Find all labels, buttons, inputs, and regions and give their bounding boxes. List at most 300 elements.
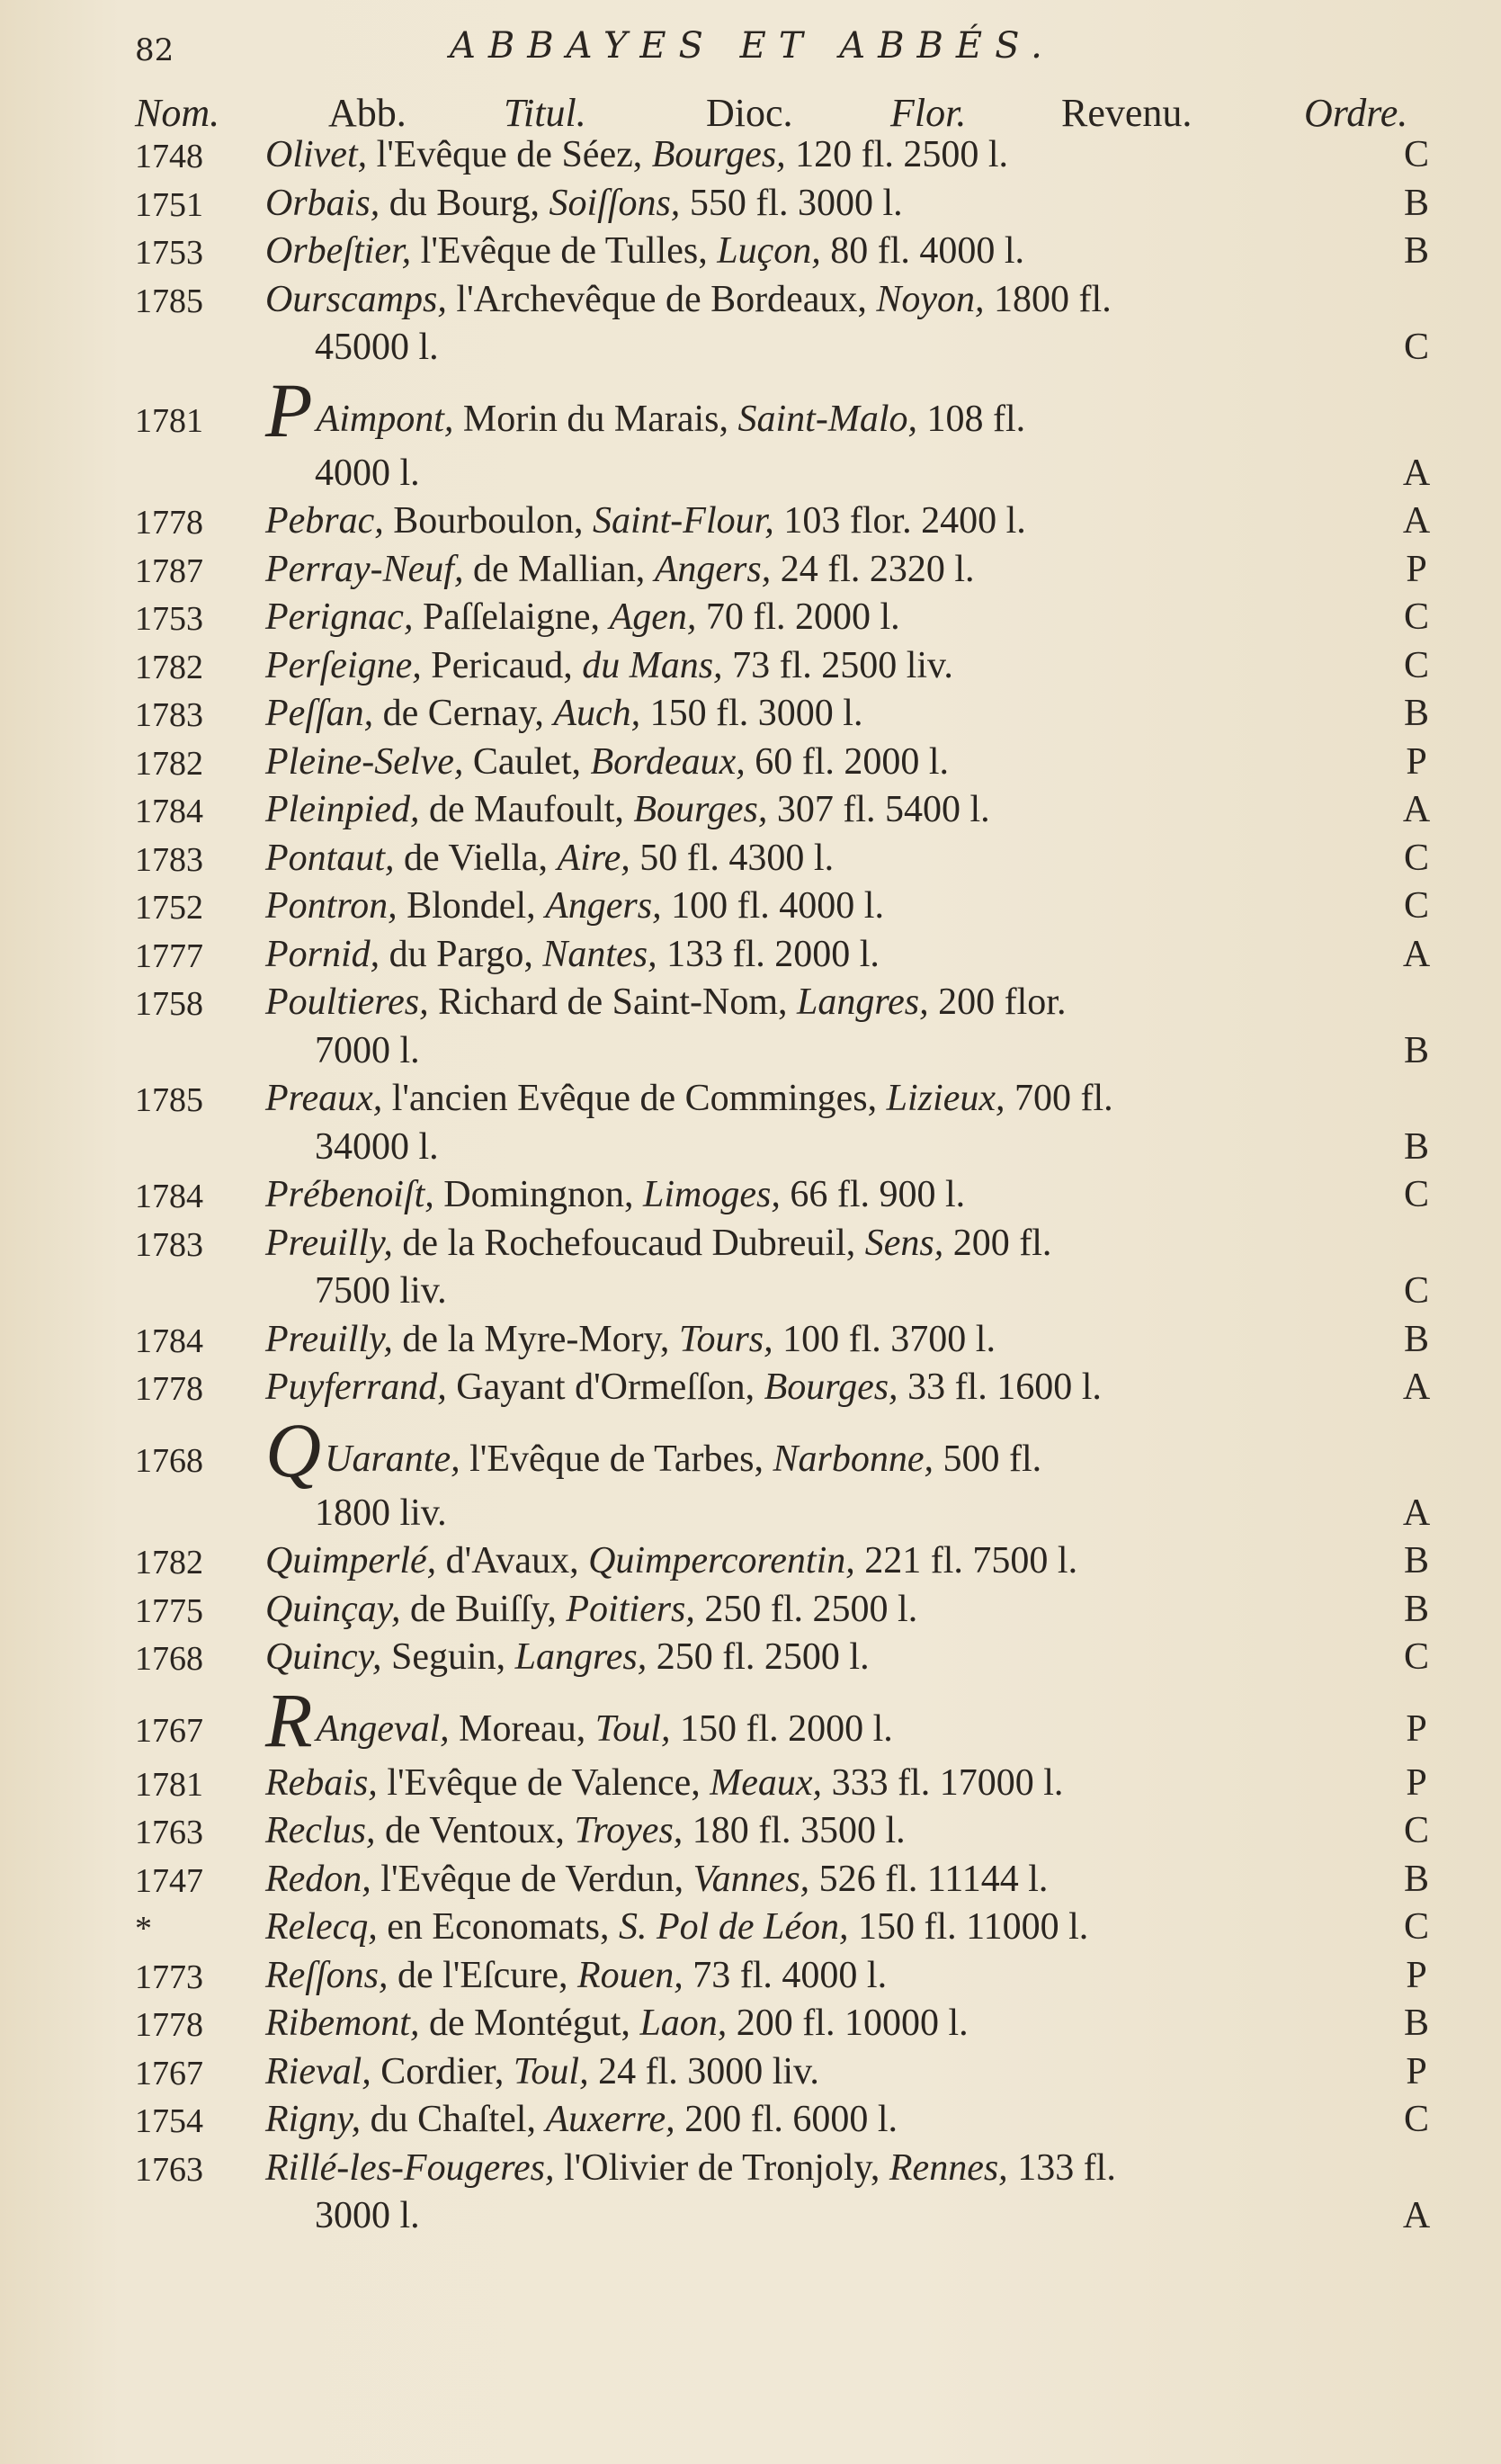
table-row (135, 182, 1484, 230)
entry-revenue: 150 fl. 2000 l. (670, 1707, 893, 1750)
entry-text (265, 1588, 917, 1631)
table-row (135, 2194, 1484, 2243)
entry-diocese: Bourges, (764, 1366, 898, 1408)
entry-text (315, 1269, 447, 1313)
col-titul: Titul. (504, 91, 586, 135)
entry-abbot: 34000 l. (315, 1125, 439, 1168)
table-row (135, 1588, 1484, 1636)
entry-order: B (1403, 182, 1429, 224)
entry-text (265, 788, 990, 831)
table-row (135, 1269, 1484, 1318)
entry-text (265, 278, 1112, 321)
table-row (135, 548, 1484, 596)
entry-text (265, 1539, 1077, 1582)
entry-order: B (1403, 693, 1429, 734)
entry-order: P (1406, 1707, 1427, 1750)
entry-abbot: 3000 l. (315, 2195, 420, 2236)
entry-abbot: de la Rochefoucaud Dubreuil, (392, 1222, 865, 1264)
entry-abbot: Blondel, (397, 885, 546, 927)
entry-revenue: 108 fl. (917, 398, 1026, 440)
col-nom: Nom. (135, 91, 220, 135)
abbey-name: Relecq, (265, 1906, 378, 1948)
entry-revenue: 500 fl. (934, 1438, 1042, 1480)
entry-order: B (1403, 1540, 1429, 1581)
entry-order: C (1403, 1636, 1429, 1678)
entry-year: 1787 (135, 551, 203, 590)
entry-order: P (1406, 1954, 1427, 1996)
entry-order: C (1403, 1906, 1429, 1948)
entry-abbot: du Pargo, (380, 933, 543, 975)
entry-diocese: Poitiers, (566, 1588, 695, 1630)
entry-text (265, 366, 1026, 453)
abbey-name: Rebais, (265, 1761, 378, 1804)
abbey-name: Perray-Neuf, (265, 548, 464, 590)
section-initial: P (265, 366, 313, 453)
table-row (135, 1492, 1484, 1540)
entry-abbot: l'Archevêque de Bordeaux, (446, 278, 877, 320)
entry-text (265, 1406, 1042, 1493)
entry-abbot: l'ancien Evêque de Comminges, (382, 1078, 887, 1119)
entry-order: C (1403, 837, 1429, 879)
table-row (135, 366, 1484, 453)
entry-text (265, 1173, 965, 1216)
abbey-name: Poultieres, (265, 981, 429, 1023)
entry-revenue: 250 fl. 2500 l. (694, 1588, 918, 1630)
entry-text (265, 1905, 1088, 1949)
entry-revenue: 66 fl. 900 l. (780, 1174, 966, 1215)
entry-year: 1784 (135, 1322, 203, 1360)
entry-revenue: 550 fl. 3000 l. (680, 182, 903, 224)
entry-year: 1773 (135, 1958, 203, 1996)
entry-diocese: Langres, (797, 981, 929, 1023)
table-row (135, 837, 1484, 885)
entry-revenue: 24 fl. 2320 l. (771, 548, 975, 590)
abbey-name: Perſeigne, (265, 644, 422, 686)
table-row (135, 1635, 1484, 1684)
entry-order: C (1403, 885, 1429, 927)
entry-abbot: de Mallian, (463, 548, 655, 590)
entry-order: A (1402, 1492, 1431, 1534)
entry-text (265, 2050, 819, 2093)
entry-revenue: 150 fl. 11000 l. (848, 1906, 1089, 1948)
abbey-name: Pebrac, (265, 500, 384, 542)
entry-order: C (1403, 134, 1429, 175)
abbey-name: Uarante, (325, 1438, 460, 1480)
entry-text (265, 1635, 870, 1679)
entry-abbot: Bourboulon, (383, 500, 593, 542)
entry-order: C (1403, 2099, 1429, 2140)
abbey-name: Pornid, (265, 933, 380, 975)
entry-year: 1781 (135, 401, 203, 440)
entry-year: 1753 (135, 234, 203, 272)
entry-text (265, 981, 1066, 1024)
entry-abbot: d'Avaux, (436, 1540, 589, 1581)
col-ordre: Ordre. (1304, 91, 1408, 135)
table-row (135, 1366, 1484, 1414)
entry-diocese: Auxerre, (545, 2099, 675, 2140)
entry-year: 1752 (135, 889, 203, 927)
entry-text (265, 1222, 1051, 1265)
entry-year: 1778 (135, 1370, 203, 1408)
entry-abbot: l'Evêque de Séez, (367, 134, 652, 175)
entry-revenue: 250 fl. 2500 l. (647, 1636, 870, 1678)
table-row (135, 1173, 1484, 1222)
entry-revenue: 200 fl. (943, 1222, 1052, 1264)
entry-text (265, 884, 884, 927)
entry-year: 1767 (135, 1711, 203, 1750)
entry-year: 1783 (135, 1225, 203, 1264)
entry-revenue: 73 fl. 2500 liv. (722, 644, 953, 686)
entry-year: 1782 (135, 648, 203, 686)
entry-revenue: 70 fl. 2000 l. (696, 596, 900, 638)
entry-abbot: l'Olivier de Tronjoly, (554, 2146, 889, 2189)
entry-diocese: Agen, (609, 596, 697, 638)
entry-revenue: 307 fl. 5400 l. (767, 789, 990, 830)
entry-abbot: de l'Eſcure, (388, 1954, 577, 1996)
table-row (135, 229, 1484, 278)
entry-revenue: 526 fl. 11144 l. (809, 1858, 1049, 1900)
entry-abbot: l'Evêque de Tarbes, (460, 1438, 773, 1480)
entry-abbot: Caulet, (463, 740, 591, 783)
entry-revenue: 200 fl. 6000 l. (675, 2099, 898, 2140)
entry-abbot: de Buiſſy, (400, 1588, 567, 1630)
entry-year: 1747 (135, 1861, 203, 1900)
table-row (135, 692, 1484, 740)
entry-order: B (1403, 1029, 1429, 1071)
entry-text (265, 1761, 1063, 1805)
entry-diocese: Lizieux, (886, 1078, 1005, 1119)
entry-year: 1781 (135, 1765, 203, 1804)
entry-diocese: Soiſſons, (549, 182, 681, 224)
abbey-name: Pontaut, (265, 837, 395, 879)
entry-year: 1782 (135, 1544, 203, 1581)
entry-diocese: Meaux, (710, 1761, 823, 1804)
entry-text (265, 837, 834, 880)
entry-abbot: l'Evêque de Tulles, (411, 230, 718, 272)
entry-diocese: Sens, (864, 1222, 944, 1264)
entry-diocese: Langres, (514, 1636, 648, 1678)
entry-abbot: Morin du Marais, (453, 398, 738, 440)
entry-year: 1767 (135, 2054, 203, 2092)
entry-text (315, 452, 420, 495)
entry-year: 1783 (135, 840, 203, 879)
entry-abbot: l'Evêque de Valence, (377, 1761, 710, 1804)
entry-diocese: Narbonne, (773, 1438, 934, 1480)
page-number: 82 (135, 32, 174, 68)
entry-order: P (1406, 2050, 1427, 2092)
entry-abbot: Seguin, (381, 1636, 515, 1678)
table-row (135, 981, 1484, 1029)
entry-text (265, 2146, 1116, 2190)
entry-order: C (1403, 1270, 1429, 1312)
entry-text (265, 692, 862, 735)
entry-year: 1778 (135, 2006, 203, 2044)
entry-diocese: Bordeaux, (590, 740, 746, 783)
entry-text (265, 499, 1026, 542)
entry-revenue: 33 fl. 1600 l. (898, 1366, 1102, 1408)
entry-order: P (1406, 1761, 1427, 1804)
entry-text (265, 1366, 1102, 1409)
table-row (135, 1077, 1484, 1125)
abbey-name: Quimperlé, (265, 1540, 437, 1581)
entry-revenue: 60 fl. 2000 l. (745, 740, 950, 783)
entry-year: 1783 (135, 696, 203, 734)
entry-order: C (1403, 327, 1429, 368)
entry-order: B (1403, 2003, 1429, 2044)
entry-text (265, 1676, 893, 1763)
entry-revenue: 80 fl. 4000 l. (820, 230, 1025, 272)
col-abb: Abb. (328, 91, 407, 135)
entry-order: A (1402, 452, 1431, 494)
abbey-name: Perignac, (265, 596, 414, 638)
entry-order: A (1402, 933, 1431, 975)
entry-order: B (1403, 1125, 1429, 1168)
table-row (135, 2002, 1484, 2050)
entry-revenue: 133 fl. 2000 l. (657, 933, 880, 975)
entry-diocese: Angers, (545, 885, 662, 927)
entry-text (265, 182, 903, 225)
entry-abbot: en Economats, (377, 1906, 620, 1948)
entry-abbot: Cordier, (371, 2050, 514, 2092)
entry-diocese: Luçon, (717, 230, 821, 272)
running-title: ABBAYES ET ABBÉS. (450, 25, 1055, 67)
table-row (135, 1905, 1484, 1954)
entry-revenue: 700 fl. (1005, 1078, 1113, 1119)
entry-abbot: Paſſelaigne, (413, 596, 610, 638)
entry-year: 1785 (135, 282, 203, 320)
entry-diocese: Saint-Malo, (737, 398, 917, 440)
entry-revenue: 50 fl. 4300 l. (630, 837, 835, 879)
entry-text (265, 2098, 898, 2141)
entry-order: C (1403, 644, 1429, 686)
entry-revenue: 200 fl. 10000 l. (727, 2003, 969, 2044)
entry-order: A (1402, 789, 1431, 830)
col-dioc: Dioc. (706, 91, 793, 135)
entry-year: 1782 (135, 744, 203, 783)
abbey-name: Preuilly, (265, 1222, 393, 1264)
entry-abbot: Domingnon, (433, 1174, 643, 1215)
entry-diocese: Nantes, (542, 933, 657, 975)
entry-revenue: 73 fl. 4000 l. (683, 1954, 888, 1996)
entry-order: B (1403, 230, 1429, 272)
abbey-name: Angeval, (316, 1707, 450, 1750)
abbey-name: Preuilly, (265, 1318, 393, 1360)
entry-diocese: Rouen, (576, 1954, 683, 1996)
entry-abbot: 1800 liv. (315, 1492, 447, 1534)
entry-text (265, 1809, 906, 1852)
entry-year: 1785 (135, 1081, 203, 1119)
abbey-name: Ribemont, (265, 2003, 420, 2044)
table-row (135, 2146, 1484, 2195)
table-row (135, 2050, 1484, 2099)
entry-diocese: Saint-Flour, (592, 500, 774, 542)
entry-abbot: l'Evêque de Verdun, (371, 1858, 693, 1900)
abbey-name: Redon, (265, 1858, 371, 1900)
abbey-name: Reſſons, (265, 1954, 389, 1996)
entry-year: 1751 (135, 185, 203, 224)
entry-text (265, 596, 900, 639)
entry-revenue: 133 fl. (1007, 2146, 1116, 2189)
table-row (135, 452, 1484, 500)
abbey-name: Quinçay, (265, 1588, 401, 1630)
entry-year: * (135, 1910, 152, 1948)
entry-abbot: de Maufoult, (419, 789, 634, 830)
entry-text (265, 740, 949, 784)
entry-order: B (1403, 1318, 1429, 1360)
entry-revenue: 180 fl. 3500 l. (683, 1810, 906, 1851)
entry-year: 1754 (135, 2102, 203, 2140)
table-row (135, 884, 1484, 933)
entry-abbot: de Montégut, (419, 2003, 640, 2044)
entry-abbot: 7000 l. (315, 1029, 420, 1071)
entry-diocese: Aire, (557, 837, 630, 879)
table-row (135, 740, 1484, 789)
entry-abbot: Pericaud, (421, 644, 583, 686)
abbey-name: Pleine-Selve, (265, 740, 464, 783)
entry-year: 1784 (135, 1178, 203, 1215)
entry-year: 1758 (135, 985, 203, 1023)
table-row (135, 644, 1484, 693)
entry-order: P (1406, 740, 1427, 783)
entry-revenue: 100 fl. 3700 l. (773, 1318, 996, 1360)
abbey-name: Pleinpied, (265, 789, 420, 830)
entry-abbot: Moreau, (449, 1707, 595, 1750)
entry-text (265, 933, 880, 976)
entry-abbot: Richard de Saint-Nom, (428, 981, 797, 1023)
table-row (135, 133, 1484, 182)
entry-abbot: 4000 l. (315, 452, 420, 494)
page-header (135, 25, 1438, 79)
entry-abbot: Gayant d'Ormeſſon, (446, 1366, 764, 1408)
entry-year: 1777 (135, 936, 203, 975)
entry-year: 1763 (135, 2150, 203, 2189)
table-row (135, 2098, 1484, 2146)
entry-year: 1784 (135, 793, 203, 830)
table-row (135, 1954, 1484, 2003)
entry-diocese: Quimpercorentin, (588, 1540, 855, 1581)
abbey-name: Puyferrand, (265, 1366, 447, 1408)
entry-revenue: 200 flor. (928, 981, 1067, 1023)
entry-diocese: Tours, (678, 1318, 773, 1360)
entry-order: B (1403, 1588, 1429, 1630)
column-headings (135, 90, 1483, 135)
entry-diocese: Rennes, (889, 2146, 1008, 2189)
abbey-name: Olivet, (265, 134, 368, 175)
entry-diocese: Bourges, (633, 789, 768, 830)
entry-text (315, 326, 439, 369)
table-row (135, 1809, 1484, 1858)
entry-revenue: 120 fl. 2500 l. (785, 134, 1008, 175)
entry-diocese: Laon, (639, 2003, 728, 2044)
abbey-name: Quincy, (265, 1636, 382, 1678)
table-row (135, 326, 1484, 374)
entry-diocese: Vannes, (692, 1858, 810, 1900)
col-revenu: Revenu. (1061, 91, 1193, 135)
entry-revenue: 333 fl. 17000 l. (822, 1761, 1064, 1804)
entry-diocese: Auch, (553, 693, 641, 734)
entry-order: C (1403, 1174, 1429, 1215)
entry-diocese: Noyon, (876, 278, 985, 320)
abbey-name: Preaux, (265, 1078, 383, 1119)
entry-order: C (1403, 1810, 1429, 1851)
entry-diocese: Bourges, (651, 134, 786, 175)
table-row (135, 499, 1484, 548)
entry-year: 1753 (135, 600, 203, 638)
entry-abbot: de Cernay, (373, 693, 554, 734)
entry-text (265, 644, 953, 687)
entry-order: P (1406, 548, 1427, 590)
abbey-name: Rillé-les-Fougeres, (265, 2146, 555, 2189)
entry-text (315, 2194, 420, 2237)
entry-year: 1763 (135, 1814, 203, 1851)
entry-abbot: de Viella, (394, 837, 558, 879)
entry-order: A (1402, 2195, 1431, 2236)
entry-text (265, 1858, 1048, 1901)
entry-year: 1768 (135, 1441, 203, 1480)
entry-abbot: de la Myre-Mory, (392, 1318, 679, 1360)
table-row (135, 1318, 1484, 1366)
entry-revenue: 150 fl. 3000 l. (640, 693, 863, 734)
entry-abbot: de Ventoux, (375, 1810, 575, 1851)
table-row (135, 1125, 1484, 1174)
entry-revenue: 24 fl. 3000 liv. (588, 2050, 819, 2092)
entry-abbot: du Bourg, (380, 182, 549, 224)
entry-order: B (1403, 1858, 1429, 1900)
entry-year: 1778 (135, 504, 203, 542)
entry-text (265, 1954, 887, 1997)
entry-abbot: 7500 liv. (315, 1270, 447, 1312)
abbey-name: Peſſan, (265, 693, 374, 734)
table-row (135, 278, 1484, 327)
entry-diocese: du Mans, (582, 644, 723, 686)
entry-text (265, 1077, 1113, 1120)
table-row (135, 1761, 1484, 1810)
abbey-name: Orbais, (265, 182, 380, 224)
table-row (135, 1222, 1484, 1270)
entry-diocese: Toul, (594, 1707, 671, 1750)
entry-text (315, 1029, 420, 1072)
abbey-name: Ourscamps, (265, 278, 447, 320)
abbey-list (135, 133, 1484, 2243)
entry-revenue: 221 fl. 7500 l. (854, 1540, 1078, 1581)
entry-text (265, 2002, 969, 2045)
abbey-name: Aimpont, (316, 398, 454, 440)
entry-text (315, 1492, 447, 1535)
entry-order: C (1403, 596, 1429, 638)
abbey-name: Prébenoiſt, (265, 1174, 434, 1215)
entry-revenue: 103 flor. 2400 l. (773, 500, 1026, 542)
abbey-name: Rieval, (265, 2050, 371, 2092)
entry-text (265, 229, 1024, 273)
table-row (135, 1029, 1484, 1078)
entry-text (315, 1125, 439, 1169)
table-row (135, 1858, 1484, 1906)
entry-abbot: du Chaſtel, (361, 2099, 546, 2140)
entry-diocese: Troyes, (574, 1810, 683, 1851)
table-row (135, 933, 1484, 981)
section-initial: Q (265, 1406, 322, 1493)
table-row (135, 596, 1484, 644)
abbey-name: Rigny, (265, 2099, 362, 2140)
abbey-name: Orbeſtier, (265, 230, 412, 272)
entry-text (265, 133, 1008, 176)
table-row (135, 1676, 1484, 1763)
entry-diocese: Toul, (513, 2050, 589, 2092)
entry-abbot: 45000 l. (315, 327, 439, 368)
section-initial: R (265, 1676, 313, 1763)
entry-year: 1768 (135, 1640, 203, 1678)
entry-text (265, 548, 975, 591)
